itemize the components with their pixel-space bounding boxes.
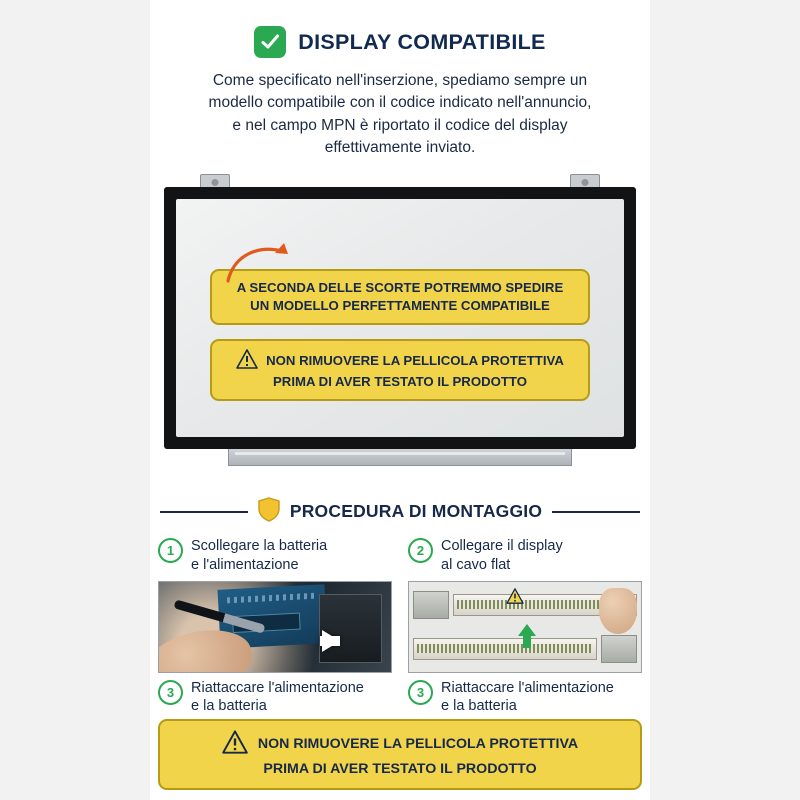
warning-triangle-small-icon [506,588,524,609]
step-3-left [158,679,392,717]
protective-film-callout [210,339,590,402]
step-1 [158,537,392,575]
display-panel-illustration [158,174,642,479]
bottom-warning-banner [158,719,642,790]
battery-shape [319,594,381,663]
warning-triangle-icon [236,349,258,374]
procedure-steps [158,537,642,716]
connector-tab-left [413,591,449,619]
intro-line-3: e nel campo MPN è riportato il codice del display [232,116,568,134]
intro-line-1: Come specificato nell'inserzione, spediamo sempre un [212,72,588,89]
step-3-left-line-1: Riattaccare l'alimentazione [191,679,364,696]
step-2 [408,537,642,575]
step-2-line-2: al cavo flat [441,556,511,573]
panel-bezel [164,187,636,449]
bottom-warning-line-2: PRIMA DI AVER TESTATO IL PRODOTTO [263,760,537,777]
step-3-right-line-2: e la batteria [441,698,517,715]
step-3-right-text [441,679,614,717]
intro-line-4: effettivamente inviato. [324,139,476,157]
step-2-line-1: Collegare il display [441,537,563,554]
left-margin-strip [0,0,150,800]
check-box-icon [254,26,286,58]
step-3-right-line-1: Riattaccare l'alimentazione [441,679,614,696]
bottom-warning-triangle-icon [222,730,248,760]
compatibility-callout-line-2: UN MODELLO PERFETTAMENTE COMPATIBILE [250,297,550,313]
step-3-left-line-2: e la batteria [191,698,267,715]
step-1-text [191,537,327,575]
green-up-arrow-icon [518,624,536,636]
heading-rule-left [160,511,248,513]
content-column [150,0,650,800]
step-1-line-2: e l'alimentazione [191,556,299,573]
step-1-photo [158,581,392,673]
step-3-left-text [191,679,364,717]
flat-cable-connector-bottom [413,638,597,660]
right-margin-strip [650,0,800,800]
step-3-right-number: 3 [408,680,433,705]
step-2-text [441,537,563,575]
bottom-warning-line-1: NON RIMUOVERE LA PELLICOLA PROTETTIVA [257,736,579,753]
step-3-right [408,679,642,717]
step-3-left-number: 3 [158,680,183,705]
protective-film-callout-line-2: PRIMA DI AVER TESTATO IL PRODOTTO [273,374,527,390]
step-2-photo [408,581,642,673]
page-title: DISPLAY COMPATIBILE [298,29,546,54]
step-2-number: 2 [408,538,433,563]
panel-bottom-connector-strip [228,449,572,466]
heading-rule-right [552,511,640,513]
intro-line-2: modello compatibile con il codice indicato nell'annuncio, [208,94,592,112]
curved-arrow-icon [224,241,294,283]
header [150,0,650,58]
protective-film-callout-line-1: NON RIMUOVERE LA PELLICOLA PROTETTIVA [266,353,564,368]
panel-screen-face [176,199,624,437]
compatibility-callout-line-1: A SECONDA DELLE SCORTE POTREMMO SPEDIRE [236,279,564,295]
pointer-arrow-icon [322,630,340,652]
finger-shape [599,588,637,634]
connector-tab-right [601,635,637,663]
step-1-number: 1 [158,538,183,563]
procedure-heading [160,497,640,527]
shield-icon [258,497,280,527]
step-1-line-1: Scollegare la batteria [191,537,328,554]
procedure-title: PROCEDURA DI MONTAGGIO [289,501,543,522]
intro-paragraph [172,70,628,160]
